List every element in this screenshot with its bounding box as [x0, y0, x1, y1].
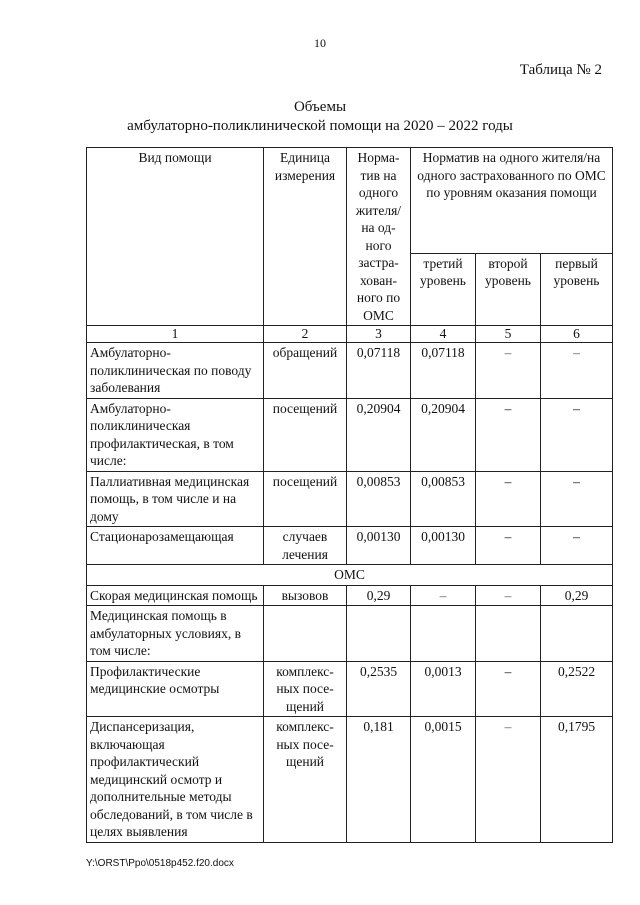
cell-norm: [347, 606, 411, 662]
table-title: [0, 98, 640, 136]
cell-norm: 0,29: [347, 585, 411, 606]
title-line-1: Объемы: [293, 99, 347, 115]
cell-kind: Медицинская помощь в амбулаторных условиях, в том числе:: [87, 606, 264, 662]
file-path-footer: Y:\ORST\Ppo\0518p452.f20.docx: [86, 858, 234, 869]
cell-norm: 0,07118: [347, 343, 411, 399]
cell-unit: обращений: [264, 343, 347, 399]
cell-level-1: 0,2522: [541, 661, 613, 717]
table-row: [87, 606, 613, 662]
oms-section-row: [87, 565, 613, 586]
column-number-row: [87, 326, 613, 343]
header-norm-levels: Норматив на одного жителя/на одного застрахованного по ОМС по уровням оказания помощи: [411, 148, 613, 254]
table-row: [87, 585, 613, 606]
cell-unit: [264, 606, 347, 662]
cell-level-2: –: [476, 717, 541, 843]
col-number: 2: [264, 326, 347, 343]
cell-level-2: –: [476, 471, 541, 527]
cell-level-3: 0,00853: [411, 471, 476, 527]
header-unit: Единица измерения: [264, 148, 347, 326]
cell-unit: посещений: [264, 398, 347, 471]
cell-kind: Диспансеризация, включающая профилактический медицинский осмотр и дополнительные методы обследований, в том числе в целях выявления: [87, 717, 264, 843]
cell-level-3: 0,20904: [411, 398, 476, 471]
cell-kind: Амбулаторно-поликлиническая профилактическая, в том числе:: [87, 398, 264, 471]
cell-unit: посещений: [264, 471, 347, 527]
oms-label: ОМС: [87, 565, 613, 586]
cell-unit: комплекс-ных посе-щений: [264, 661, 347, 717]
cell-norm: 0,00130: [347, 527, 411, 565]
cell-level-1: 0,29: [541, 585, 613, 606]
table-row: [87, 471, 613, 527]
cell-level-3: 0,0013: [411, 661, 476, 717]
cell-level-3: [411, 606, 476, 662]
cell-level-1: –: [541, 471, 613, 527]
cell-unit: случаев лечения: [264, 527, 347, 565]
cell-level-2: –: [476, 661, 541, 717]
cell-level-3: 0,00130: [411, 527, 476, 565]
cell-level-3: –: [411, 585, 476, 606]
table-number: Таблица № 2: [519, 62, 602, 78]
cell-level-1: [541, 606, 613, 662]
cell-level-1: –: [541, 343, 613, 399]
table-row: [87, 343, 613, 399]
cell-norm: 0,2535: [347, 661, 411, 717]
cell-norm: 0,181: [347, 717, 411, 843]
cell-kind: Амбулаторно-поликлиническая по поводу заболевания: [87, 343, 264, 399]
page-number: 10: [314, 36, 326, 50]
cell-norm: 0,20904: [347, 398, 411, 471]
cell-unit: комплекс-ных посе-щений: [264, 717, 347, 843]
cell-level-1: –: [541, 527, 613, 565]
cell-level-2: [476, 606, 541, 662]
cell-level-1: –: [541, 398, 613, 471]
title-line-2: амбулаторно-поликлинической помощи на 2020 – 2022 годы: [127, 118, 513, 134]
header-level-2: второй уровень: [476, 253, 541, 325]
cell-level-2: –: [476, 343, 541, 399]
cell-kind: Профилактические медицинские осмотры: [87, 661, 264, 717]
table-row: [87, 398, 613, 471]
cell-norm: 0,00853: [347, 471, 411, 527]
cell-kind: Стационарозамещающая: [87, 527, 264, 565]
cell-kind: Скорая медицинская помощь: [87, 585, 264, 606]
cell-level-2: –: [476, 398, 541, 471]
table-row: [87, 717, 613, 843]
col-number: 1: [87, 326, 264, 343]
cell-kind: Паллиативная медицинская помощь, в том числе и на дому: [87, 471, 264, 527]
col-number: 4: [411, 326, 476, 343]
header-level-1: первый уровень: [541, 253, 613, 325]
cell-level-2: –: [476, 527, 541, 565]
header-norm: Норма-тив на одного жителя/ на од-ного застра-хован-ного по ОМС: [347, 148, 411, 326]
table-row: [87, 661, 613, 717]
cell-level-1: 0,1795: [541, 717, 613, 843]
volumes-table: [86, 147, 613, 843]
header-kind: Вид помощи: [87, 148, 264, 326]
cell-level-3: 0,07118: [411, 343, 476, 399]
table-row: [87, 527, 613, 565]
col-number: 3: [347, 326, 411, 343]
col-number: 5: [476, 326, 541, 343]
col-number: 6: [541, 326, 613, 343]
header-level-3: третий уровень: [411, 253, 476, 325]
cell-level-3: 0,0015: [411, 717, 476, 843]
cell-level-2: –: [476, 585, 541, 606]
cell-unit: вызовов: [264, 585, 347, 606]
